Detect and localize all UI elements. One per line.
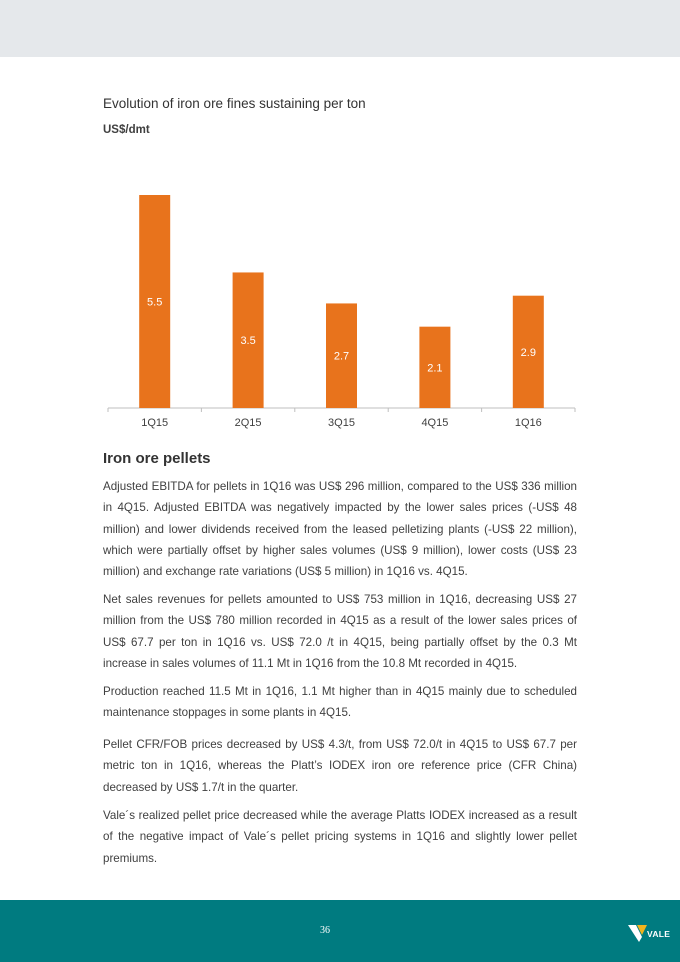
footer-band [0,900,680,962]
chart-title: Evolution of iron ore fines sustaining per ton [103,96,366,111]
paragraph-ebitda: Adjusted EBITDA for pellets in 1Q16 was US$ 296 million, compared to the US$ 336 million in 4Q15. Adjusted EBITDA was negatively impacted by the lower sales prices (-US$ 48 million) and lower dividends received from the leased pelletizing plants (-US$ 22 million), which were partially offset by higher sales volumes (US$ 9 million), lower costs (US$ 23 million) and exchange rate variations (US$ 5 million) in 1Q16 vs. 4Q15. [103,480,577,579]
logo-text: VALE [647,929,671,939]
paragraph-prices: Pellet CFR/FOB prices decreased by US$ 4.3/t, from US$ 72.0/t in 4Q15 to US$ 67.7 per metric ton in 1Q16, whereas the Platt’s IODEX iron ore reference price (CFR China) decreased by US$ 1.7/t in the quarter. [103,738,577,794]
section-heading: Iron ore pellets [103,450,211,467]
x-tick-label: 1Q15 [141,417,169,429]
data-label: 2.7 [333,350,350,363]
x-tick-label: 2Q15 [234,417,262,429]
paragraph-production: Production reached 11.5 Mt in 1Q16, 1.1 Mt higher than in 4Q15 mainly due to scheduled maintenance stoppages in some plants in 4Q15. [103,685,577,720]
x-tick-label: 3Q15 [328,417,355,429]
x-tick-label: 4Q15 [421,417,449,429]
data-label: 2.1 [427,362,443,375]
data-label: 3.5 [240,335,256,348]
x-tick-label: 1Q16 [514,417,542,429]
bar-chart [0,0,680,440]
paragraph-net-sales: Net sales revenues for pellets amounted to US$ 753 million in 1Q16, decreasing US$ 27 million from the US$ 780 million recorded in 4Q15 as a result of the lower sales prices of US$ 67.7 per ton in 1Q16 vs. US$ 72.0 /t in 4Q15, being partially offset by the 0.3 Mt increase in sales volumes of 11.1 Mt in 1Q16 from the 10.8 Mt recorded in 4Q15. [103,593,577,670]
data-label: 5.5 [147,296,163,309]
paragraph-realized-price: Vale´s realized pellet price decreased while the average Platts IODEX increased as a result of the negative impact of Vale´s pellet pricing systems in 1Q16 and slightly lower pellet premiums. [103,809,577,865]
page-number: 36 [320,925,330,936]
chart-unit: US$/dmt [103,124,150,136]
data-label: 2.9 [520,346,536,359]
